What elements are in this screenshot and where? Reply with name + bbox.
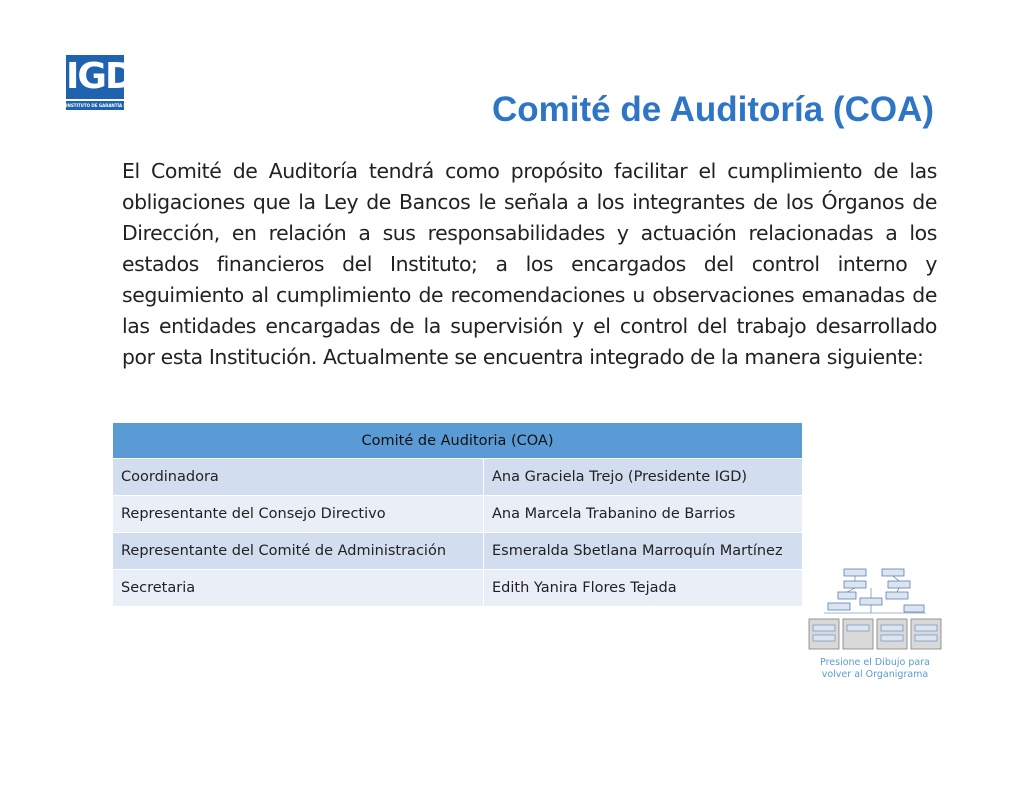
table-row (113, 459, 803, 496)
role-cell: Secretaria (113, 570, 484, 607)
role-cell: Representante del Consejo Directivo (113, 496, 484, 533)
committee-table (112, 422, 803, 607)
igd-logo (66, 55, 157, 111)
table-row (113, 533, 803, 570)
logo-text: IGD (66, 56, 133, 97)
org-chart-caption[interactable] (804, 657, 946, 681)
table-header: Comité de Auditoria (COA) (113, 423, 803, 459)
org-chart-thumbnail-icon[interactable] (804, 565, 946, 651)
caption-line-1: Presione el Dibujo para (820, 657, 930, 668)
role-cell: Coordinadora (113, 459, 484, 496)
name-cell: Edith Yanira Flores Tejada (484, 570, 803, 607)
logo-subtext: INSTITUTO DE GARANTÍA DE DEPÓSITOS (66, 103, 157, 108)
intro-paragraph: El Comité de Auditoría tendrá como propósito facilitar el cumplimiento de las obligaciones que la Ley de Bancos le señala a los integrantes de los Órganos de Dirección, en relación a sus responsabilidades y actuación relacionadas a los estados financieros del Instituto; a los encargados del control interno y seguimiento al cumplimiento de recomendaciones u observaciones emanadas de las entidades encargadas de la supervisión y el control del trabajo desarrollado por esta Institución. Actualmente se encuentra integrado de la manera siguiente: (122, 159, 937, 369)
table-row (113, 570, 803, 607)
name-cell: Esmeralda Sbetlana Marroquín Martínez (484, 533, 803, 570)
name-cell: Ana Marcela Trabanino de Barrios (484, 496, 803, 533)
org-chart-link[interactable] (804, 565, 946, 681)
caption-line-2: volver al Organigrama (821, 669, 929, 680)
table-row (113, 496, 803, 533)
role-cell: Representante del Comité de Administración (113, 533, 484, 570)
name-cell: Ana Graciela Trejo (Presidente IGD) (484, 459, 803, 496)
page-title: Comité de Auditoría (COA) (491, 90, 934, 129)
